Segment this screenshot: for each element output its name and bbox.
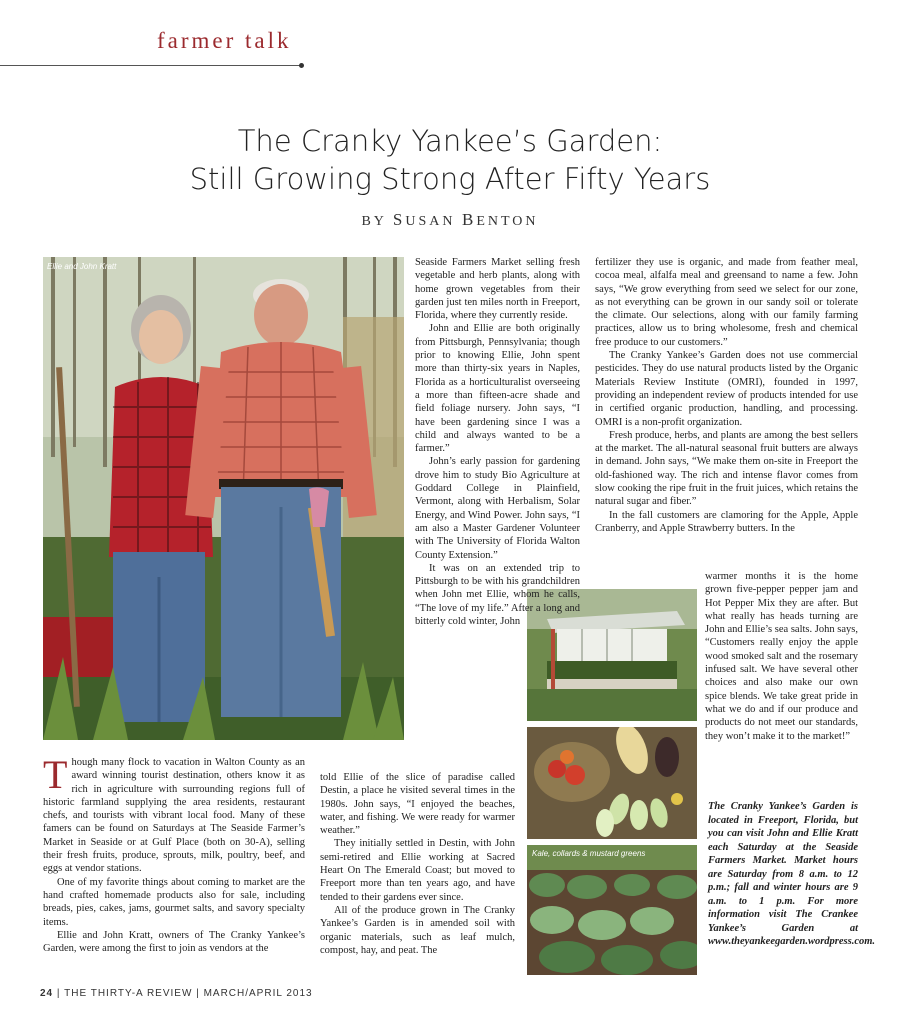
produce-illustration <box>527 727 697 839</box>
publication-name: THE THIRTY-A REVIEW <box>64 988 193 999</box>
page-footer <box>40 988 313 999</box>
column-1 <box>43 752 305 955</box>
produce-photo <box>527 727 697 839</box>
col3-paragraph-1: fertilizer they use is organic, and made from feather meal, cocoa meal, alfalfa meal and greensand to name a few. John says, “We grow everything from seed we select for our zone, as not everything can be grown in our sandy soil or tolerate the climate. Our selections, along with our family farming practices, allow us to bring wholesome, fresh and chemical free produce to our customers.” <box>595 257 858 348</box>
section-rule-dot <box>299 63 304 68</box>
drop-cap: T <box>43 752 68 797</box>
column-3-upper <box>595 256 858 535</box>
byline-by: BY <box>361 214 393 229</box>
col3-paragraph-3: Fresh produce, herbs, and plants are among the best sellers at the market. The all-natural seasonal fruit butters are always in demand. John says, “We make them on-site in Freeport the old-fashioned way. The rich and intense flavor comes from slow cooking the ripe fruit in the fruit juices, which retains the natural sugar and fiber.” <box>595 429 858 508</box>
column-2-upper <box>415 256 580 628</box>
info-box: The Cranky Yankee’s Garden is located in Freeport, Florida, but you can visit John and Ellie Kratt each Saturday at the Seaside Farmers Market. Market hours are Saturday from 8 a.m. to 12 p.m.; fall and winter hours are 9 a.m. to 1 p.m. For more information visit The Crankee Yankee’s Garden at www.theyankeegarden.wordpress.com. <box>708 801 876 947</box>
issue-date: MARCH/APRIL 2013 <box>203 988 313 999</box>
footer-separator-1: | <box>53 988 65 999</box>
section-rule <box>0 65 302 66</box>
main-photo-caption: Ellie and John Kratt <box>47 262 117 271</box>
byline <box>0 210 900 230</box>
col1-paragraph-2: One of my favorite things about coming to market are the hand crafted homemade products also for sale, including breads, pies, cakes, jams, gourmet salts, and savory specialty items. <box>43 876 305 928</box>
col1-paragraph-1-text: hough many flock to vacation in Walton County as an award winning tourist destination, others know it as rich in agriculture with surrounding regions full of historic farmland supplying the area residents, restaurant chefs, and tourists with vibrant local food. Many of these famers can be found on Saturdays at The Seaside Farmer’s Market in Seaside or at Gulf Place (both on 30-A), selling their fresh fruits, produce, sprouts, milk, poultry, beef, and eggs at vendor stations. <box>43 757 305 875</box>
kale-photo <box>527 845 697 975</box>
col2-paragraph-5: told Ellie of the slice of paradise called Destin, a place he visited several times in the 1980s. John says, “I enjoyed the beaches, water, and fishing. We were ready for warmer weather.” <box>320 772 515 837</box>
footer-separator-2: | <box>192 988 204 999</box>
col2-paragraph-4: It was on an extended trip to Pittsburgh to be with his grandchildren when John met Ellie, whom he calls, “The love of my life.” After a long and bitterly cold winter, John <box>415 562 580 628</box>
col1-paragraph-1 <box>43 752 305 876</box>
kale-illustration <box>527 845 697 975</box>
headline <box>0 122 900 198</box>
col2-paragraph-2: John and Ellie are both originally from Pittsburgh, Pennsylvania; though prior to knowing Ellie, John spent more than thirty-six years in Naples, Florida as a horticulturalist overseeing a more than fifteen-acre shade and field foliage nursery. John says, “I have been gardening since I was a child and always wanted to be a farmer.” <box>415 323 580 455</box>
col2-paragraph-6: They initially settled in Destin, with John semi-retired and Ellie working at Sacred Heart On The Emerald Coast; but moved to Freeport more than ten years ago, and have tended to their gardens ever since. <box>320 838 515 903</box>
col2-paragraph-3: John’s early passion for gardening drove him to study Bio Agriculture at Goddard College in Plainfield, Vermont, along with Herbalism, Solar Energy, and Wind Power. John says, “I am also a Master Gardener Volunteer with The University of Florida Walton County Extension.” <box>415 456 580 561</box>
main-photo-illustration <box>43 257 404 740</box>
column-2-lower <box>320 771 515 957</box>
main-photo <box>43 257 404 740</box>
byline-initial-b: B <box>462 210 477 229</box>
byline-usan: USAN <box>405 214 462 229</box>
col2-paragraph-1: Seaside Farmers Market selling fresh vegetable and herb plants, along with home grown vegetables from their garden just ten miles north in Freeport, Florida, where they currently reside. <box>415 257 580 322</box>
col3-paragraph-5: warmer months it is the home grown five-pepper pepper jam and Hot Pepper Mix they are after. But what really has heads turning are John and Ellie’s sea salts. John says, “Customers really enjoy the apple wood smoked salt and the rosemary infused salt. We have several other choices and also make our own spice blends. We take great pride in what we do and if our produce and products do not meet our standards, they won’t make it to the market!” <box>705 571 858 742</box>
column-3-lower <box>705 570 858 743</box>
section-tag: farmer talk <box>157 28 292 53</box>
headline-line-2: Still Growing Strong After Fifty Years <box>189 162 711 196</box>
byline-enton: ENTON <box>476 214 539 229</box>
kale-photo-caption: Kale, collards & mustard greens <box>532 849 646 858</box>
col1-paragraph-3: Ellie and John Kratt, owners of The Cranky Yankee’s Garden, were among the first to join as vendors at the <box>43 929 305 955</box>
page-number: 24 <box>40 988 54 999</box>
col2-paragraph-7: All of the produce grown in The Cranky Yankee’s Garden is in amended soil with organic materials, such as leaf mulch, compost, hay, and peat. The <box>320 904 515 956</box>
col3-paragraph-4: In the fall customers are clamoring for the Apple, Apple Cranberry, and Apple Strawberry butters. In the <box>595 509 858 534</box>
headline-line-1: The Cranky Yankee’s Garden: <box>237 124 663 158</box>
byline-initial-s: S <box>392 210 406 229</box>
col3-paragraph-2: The Cranky Yankee’s Garden does not use commercial pesticides. They do use natural products listed by the Organic Materials Review Institute (OMRI), founded in 1997, providing an independent review of products intended for use in certified organic production, handling, and processing. OMRI is a non-profit organization. <box>595 350 858 428</box>
